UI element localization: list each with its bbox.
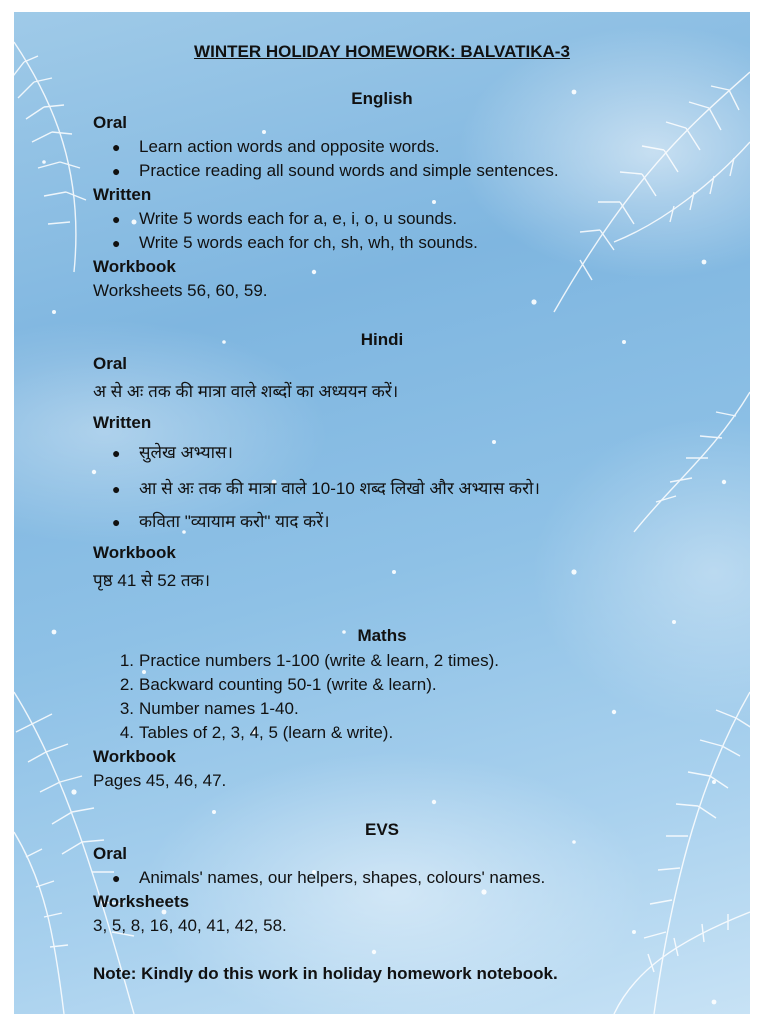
list-item: Practice numbers 1-100 (write & learn, 2 times). (139, 651, 499, 670)
english-written-label: Written (93, 185, 152, 204)
maths-workbook-text: Pages 45, 46, 47. (93, 771, 227, 790)
list-item: Number names 1-40. (139, 699, 299, 718)
bullet-icon: ● (112, 211, 121, 227)
hindi-heading: Hindi (360, 330, 404, 349)
hindi-written-label: Written (93, 413, 152, 432)
list-item: आ से अः तक की मात्रा वाले 10-10 शब्द लिखो और अभ्यास करो। (139, 479, 540, 498)
evs-worksheets-text: 3, 5, 8, 16, 40, 41, 42, 58. (93, 916, 287, 935)
bullet-icon: ● (112, 163, 121, 179)
note-text: Note: Kindly do this work in holiday homework notebook. (93, 964, 558, 983)
list-item: कविता "व्यायाम करो" याद करें। (139, 512, 330, 531)
bullet-icon: ● (112, 445, 121, 461)
hindi-oral-label: Oral (93, 354, 128, 373)
english-heading: English (351, 89, 413, 108)
list-number: 4. (119, 723, 134, 742)
list-number: 1. (119, 651, 134, 670)
list-item: Write 5 words each for a, e, i, o, u sounds. (139, 209, 458, 228)
list-item: Practice reading all sound words and simple sentences. (139, 161, 559, 180)
bullet-icon: ● (112, 235, 121, 251)
hindi-workbook-label: Workbook (93, 543, 176, 562)
english-workbook-text: Worksheets 56, 60, 59. (93, 281, 268, 300)
maths-heading: Maths (357, 626, 407, 645)
list-item: Animals' names, our helpers, shapes, colours' names. (139, 868, 546, 887)
bullet-icon: ● (112, 139, 121, 155)
evs-worksheets-label: Worksheets (93, 892, 190, 911)
hindi-workbook-text: पृष्ठ 41 से 52 तक। (93, 571, 211, 590)
bullet-icon: ● (112, 481, 121, 497)
hindi-oral-text: अ से अः तक की मात्रा वाले शब्दों का अध्ययन करें। (93, 382, 399, 401)
homework-page (14, 12, 750, 1014)
list-item: सुलेख अभ्यास। (139, 443, 233, 462)
bullet-icon: ● (112, 514, 121, 530)
maths-workbook-label: Workbook (93, 747, 176, 766)
evs-oral-label: Oral (93, 844, 128, 863)
english-oral-label: Oral (93, 113, 128, 132)
list-number: 2. (119, 675, 134, 694)
list-number: 3. (119, 699, 134, 718)
list-item: Tables of 2, 3, 4, 5 (learn & write). (139, 723, 394, 742)
list-item: Backward counting 50-1 (write & learn). (139, 675, 437, 694)
evs-heading: EVS (364, 820, 400, 839)
bullet-icon: ● (112, 870, 121, 886)
list-item: Learn action words and opposite words. (139, 137, 440, 156)
page-title: WINTER HOLIDAY HOMEWORK: BALVATIKA-3 (194, 42, 570, 61)
english-workbook-label: Workbook (93, 257, 176, 276)
list-item: Write 5 words each for ch, sh, wh, th sounds. (139, 233, 478, 252)
